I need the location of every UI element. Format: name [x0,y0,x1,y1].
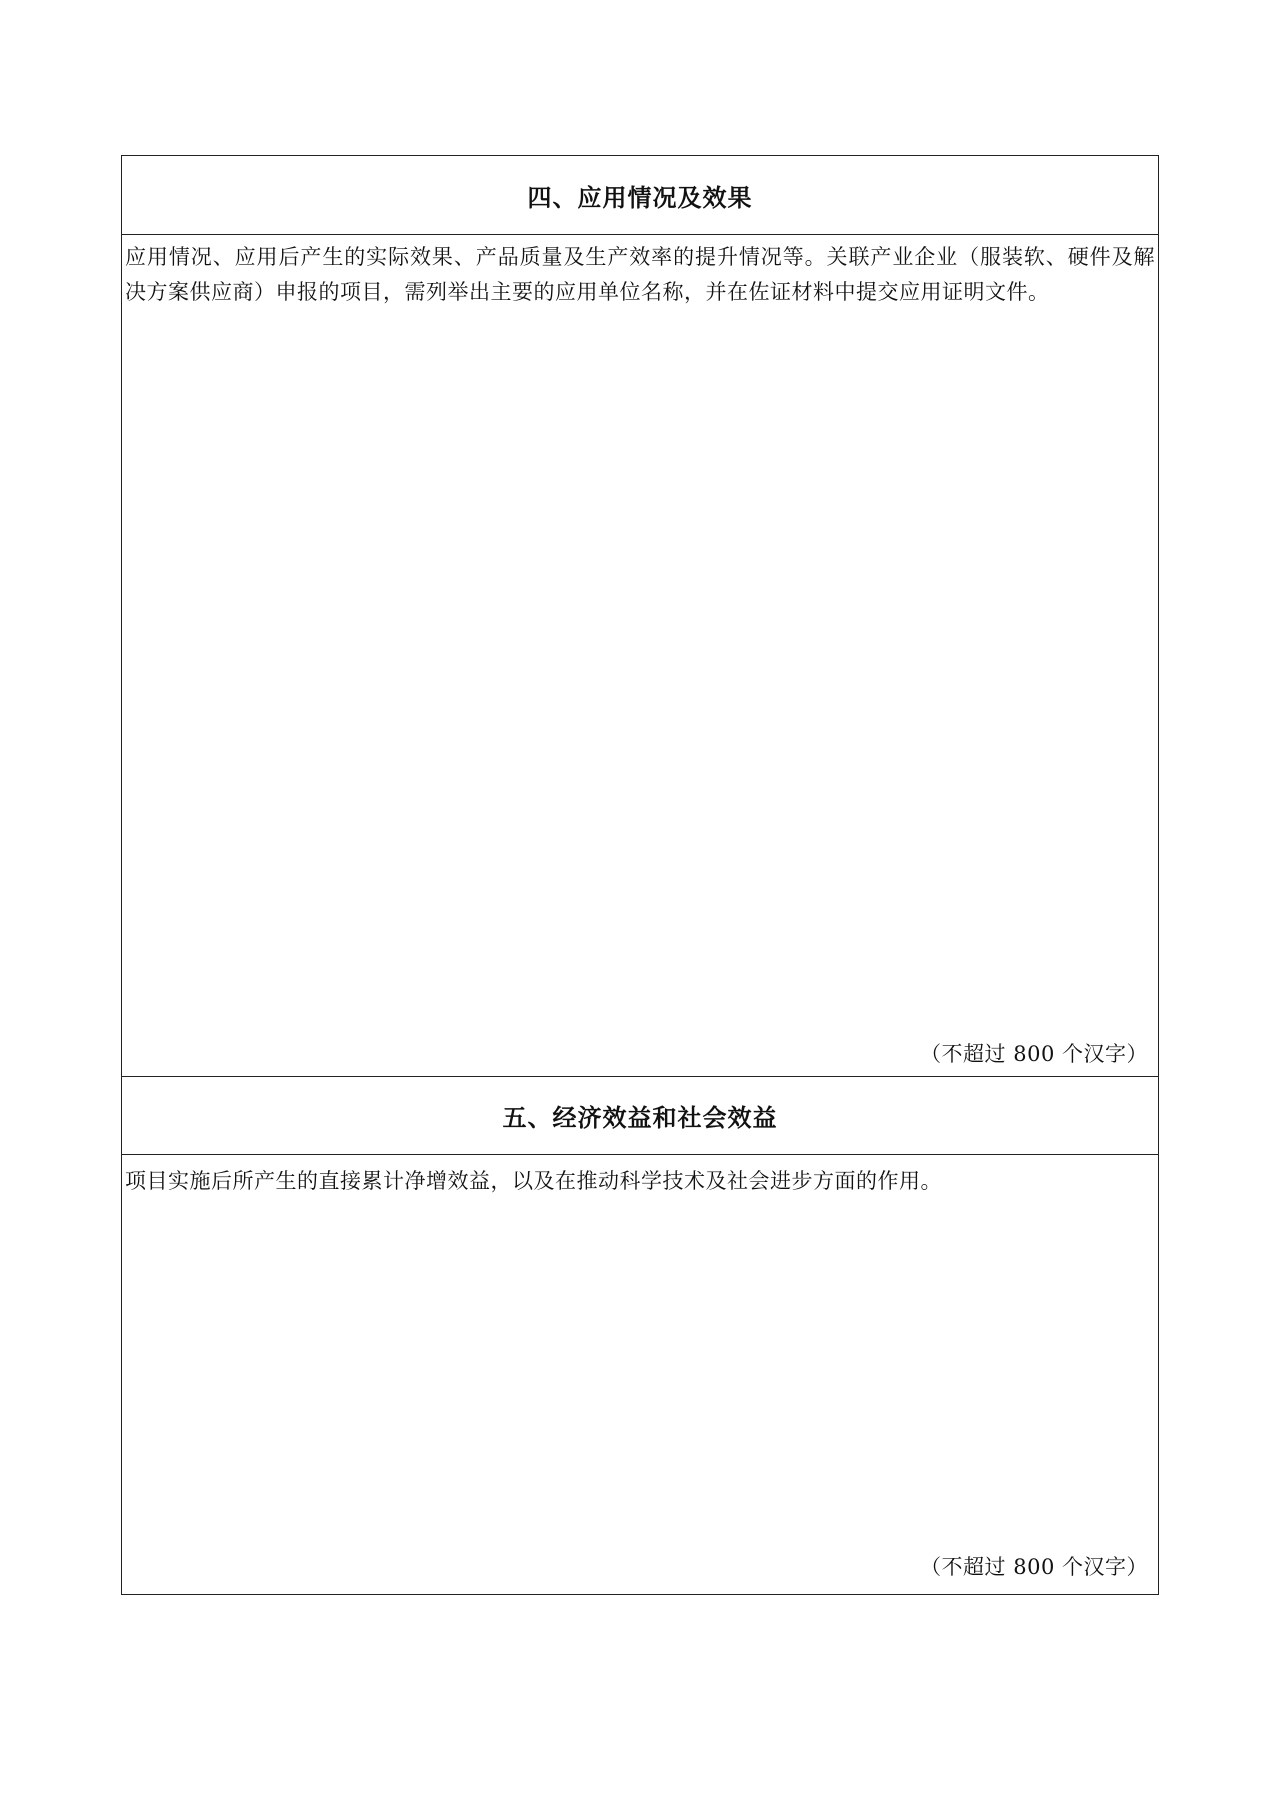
application-form-table [121,155,1159,1595]
section-title-application: 四、应用情况及效果 [527,183,753,212]
instruction-text-benefits: 项目实施后所产生的直接累计净增效益，以及在推动科学技术及社会进步方面的作用。 [125,1169,942,1193]
section-title-benefits: 五、经济效益和社会效益 [502,1104,778,1132]
section-body-application[interactable] [122,235,1158,1076]
word-limit-note-benefits: （不超过 800 个汉字） [920,1555,1148,1579]
instruction-text-application: 应用情况、应用后产生的实际效果、产品质量及生产效率的提升情况等。关联产业企业（服装软、硬件及解决方案供应商）申报的项目，需列举出主要的应用单位名称，并在佐证材料中提交应用证明文件。 [125,245,1155,304]
word-limit-note-application: （不超过 800 个汉字） [920,1042,1148,1066]
section-body-benefits[interactable] [122,1155,1158,1593]
